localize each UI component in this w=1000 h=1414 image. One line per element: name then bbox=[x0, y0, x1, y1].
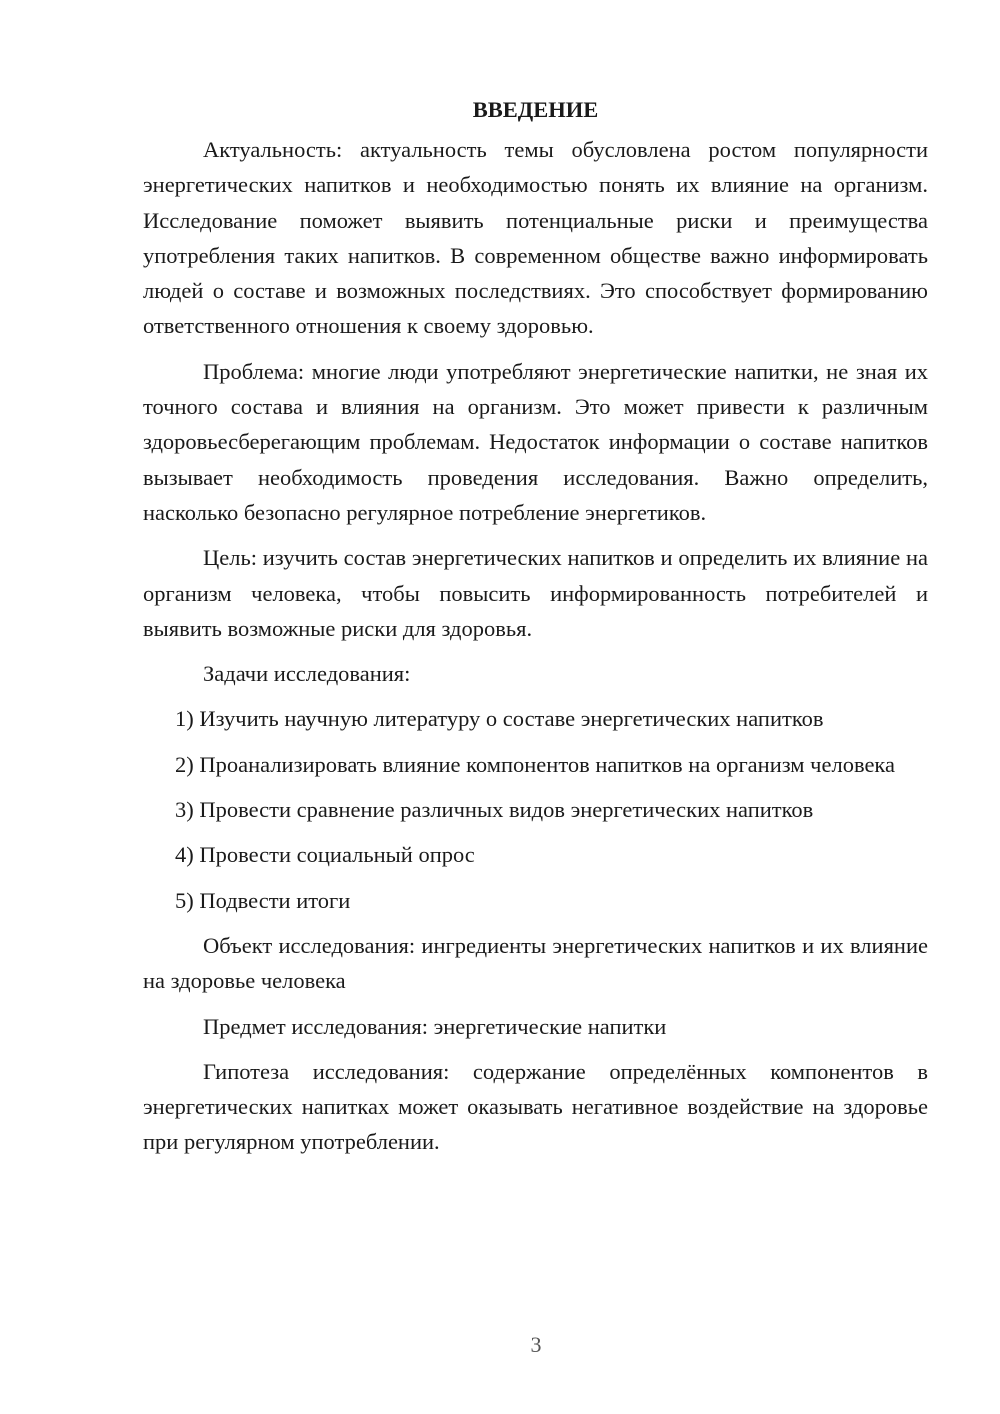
page-number: 3 bbox=[530, 1332, 542, 1357]
relevance-paragraph: Актуальность: актуальность темы обусловлена ростом популярности энергетических напитков и необходимостью понять их влияние на организм. Исследование поможет выявить потенциальные риски и преимущества употребления таких напитков. В современном обществе важно информировать людей о составе и возможных последствиях. Это способствует формированию ответственного отношения к своему здоровью. bbox=[143, 137, 928, 339]
object-paragraph: Объект исследования: ингредиенты энергетических напитков и их влияние на здоровье человека bbox=[143, 932, 928, 994]
page-content bbox=[143, 92, 928, 1170]
hypothesis-paragraph: Гипотеза исследования: содержание определённых компонентов в энергетических напитках может оказывать негативное воздействие на здоровье при регулярном употреблении. bbox=[143, 1058, 928, 1155]
subject-paragraph: Предмет исследования: энергетические напитки bbox=[203, 1013, 667, 1039]
task-item: 3) Провести сравнение различных видов энергетических напитков bbox=[175, 797, 814, 823]
task-item: 2) Проанализировать влияние компонентов напитков на организм человека bbox=[175, 751, 896, 777]
page-title: ВВЕДЕНИЕ bbox=[472, 97, 599, 122]
task-item: 5) Подвести итоги bbox=[175, 887, 351, 913]
tasks-heading: Задачи исследования: bbox=[203, 661, 411, 687]
task-item: 1) Изучить научную литературу о составе энергетических напитков bbox=[175, 706, 824, 732]
problem-paragraph: Проблема: многие люди употребляют энергетические напитки, не зная их точного состава и влияния на организм. Это может привести к различным здоровьесберегающим проблемам. Недостаток информации о составе напитков вызывает необходимость проведения исследования. Важно определить, насколько безопасно регулярное потребление энергетиков. bbox=[143, 358, 928, 525]
goal-paragraph: Цель: изучить состав энергетических напитков и определить их влияние на организм человека, чтобы повысить информированность потребителей и выявить возможные риски для здоровья. bbox=[143, 545, 928, 641]
task-item: 4) Провести социальный опрос bbox=[175, 842, 475, 868]
